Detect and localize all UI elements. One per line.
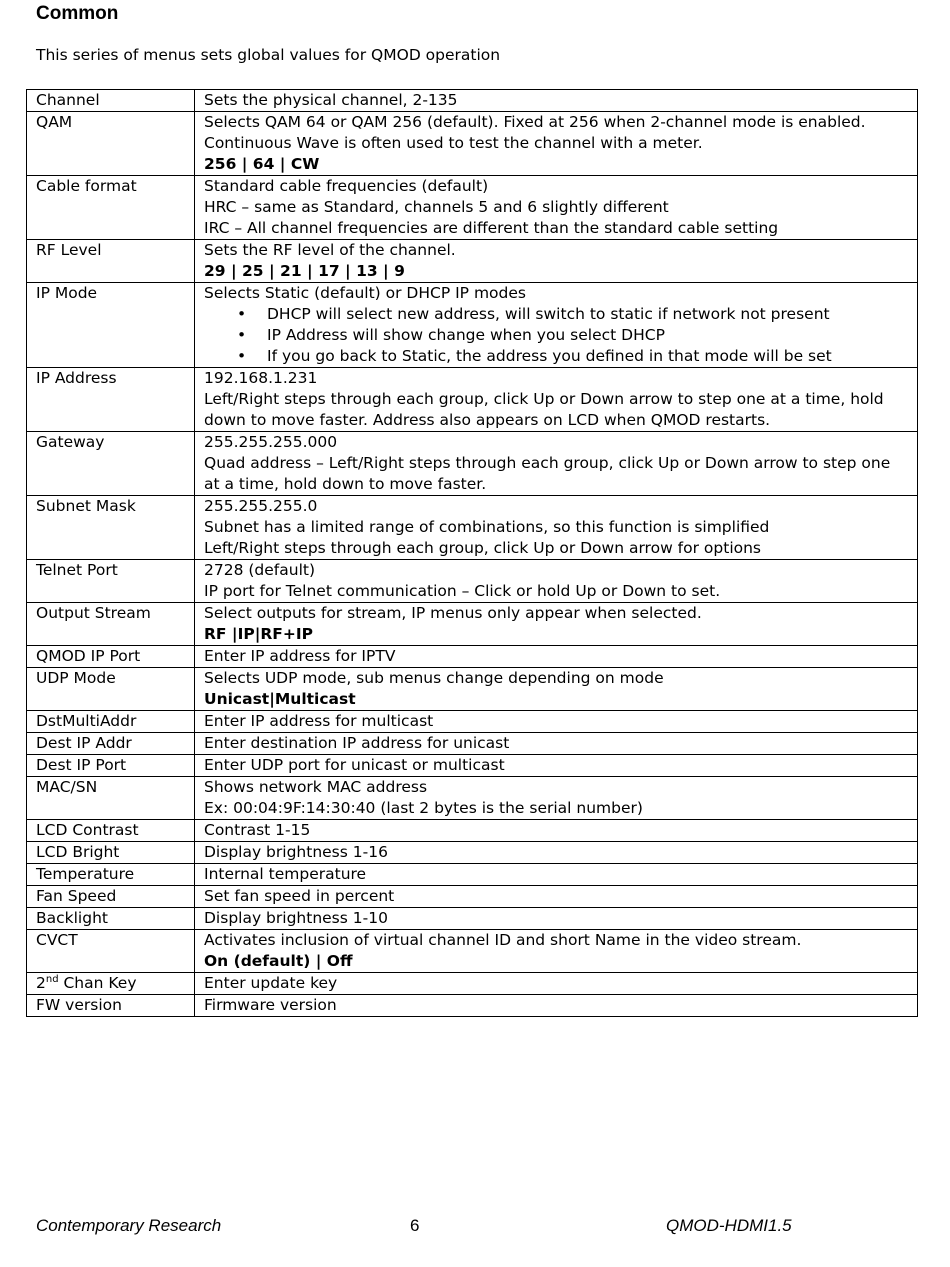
- table-row: [27, 711, 918, 733]
- setting-description: [195, 496, 918, 560]
- setting-name: [27, 842, 195, 864]
- setting-description: [195, 733, 918, 755]
- setting-description: [195, 820, 918, 842]
- description-line: Display brightness 1-16: [204, 843, 388, 861]
- table-row: [27, 90, 918, 112]
- setting-description: [195, 864, 918, 886]
- footer-company: Contemporary Research: [36, 1216, 222, 1235]
- description-line: Subnet has a limited range of combinations, so this function is simplified: [204, 518, 770, 536]
- setting-name-text: IP Address: [36, 369, 117, 387]
- setting-name: [27, 112, 195, 176]
- table-row: [27, 112, 918, 176]
- setting-name-text: FW version: [36, 996, 122, 1014]
- intro-text: This series of menus sets global values for QMOD operation: [36, 46, 501, 64]
- bullet-item: • If you go back to Static, the address you defined in that mode will be set: [267, 346, 908, 367]
- description-line: Left/Right steps through each group, click Up or Down arrow for options: [204, 539, 762, 557]
- table-row: [27, 240, 918, 283]
- setting-name: [27, 930, 195, 973]
- setting-name-text: Gateway: [36, 433, 105, 451]
- table-row: [27, 668, 918, 711]
- table-row: [27, 733, 918, 755]
- setting-description: [195, 930, 918, 973]
- setting-name-text: Telnet Port: [36, 561, 118, 579]
- description-line: Shows network MAC address: [204, 778, 428, 796]
- table-row: [27, 930, 918, 973]
- setting-name: [27, 646, 195, 668]
- setting-name-text: CVCT: [36, 931, 78, 949]
- footer-model: QMOD-HDMI1.5: [666, 1216, 792, 1235]
- setting-name-text: QMOD IP Port: [36, 647, 141, 665]
- table-row: [27, 603, 918, 646]
- description-line: Standard cable frequencies (default): [204, 177, 489, 195]
- table-row: [27, 755, 918, 777]
- description-line: Enter IP address for IPTV: [204, 647, 396, 665]
- table-row: [27, 864, 918, 886]
- setting-name-text: Cable format: [36, 177, 137, 195]
- description-line: IRC – All channel frequencies are different than the standard cable setting: [204, 219, 779, 237]
- description-line: Enter update key: [204, 974, 338, 992]
- setting-name-text: Dest IP Port: [36, 756, 127, 774]
- table-row: [27, 646, 918, 668]
- setting-name-text: DstMultiAddr: [36, 712, 137, 730]
- description-line: Set fan speed in percent: [204, 887, 395, 905]
- description-line: Display brightness 1-10: [204, 909, 388, 927]
- setting-name-text: Backlight: [36, 909, 108, 927]
- setting-description: [195, 240, 918, 283]
- setting-name-text: Channel: [36, 91, 100, 109]
- table-row: [27, 820, 918, 842]
- description-line: Left/Right steps through each group, click Up or Down arrow to step one at a time, hold: [204, 390, 884, 408]
- setting-name: [27, 733, 195, 755]
- setting-name-text: LCD Bright: [36, 843, 120, 861]
- footer-page-number: 6: [410, 1216, 420, 1235]
- setting-name-text: LCD Contrast: [36, 821, 139, 839]
- setting-name: [27, 668, 195, 711]
- setting-name: [27, 864, 195, 886]
- bullet-item: • DHCP will select new address, will switch to static if network not present: [267, 304, 908, 325]
- setting-description: [195, 90, 918, 112]
- setting-name-rest: Chan Key: [58, 974, 137, 992]
- description-line: Select outputs for stream, IP menus only appear when selected.: [204, 604, 702, 622]
- setting-description: [195, 995, 918, 1017]
- setting-description: [195, 432, 918, 496]
- table-row: [27, 496, 918, 560]
- section-heading: Common: [36, 3, 119, 24]
- setting-description: [195, 711, 918, 733]
- setting-name: [27, 777, 195, 820]
- setting-name: [27, 432, 195, 496]
- setting-description: [195, 755, 918, 777]
- description-line: Enter destination IP address for unicast: [204, 734, 510, 752]
- table-row: [27, 777, 918, 820]
- table-row: [27, 560, 918, 603]
- description-line: at a time, hold down to move faster.: [204, 475, 487, 493]
- option-values: 256 | 64 | CW: [204, 155, 320, 173]
- setting-description: [195, 973, 918, 995]
- bullet-item: • IP Address will show change when you select DHCP: [267, 325, 908, 346]
- setting-description: [195, 646, 918, 668]
- setting-description: [195, 842, 918, 864]
- description-line: Contrast 1-15: [204, 821, 311, 839]
- setting-name: [27, 755, 195, 777]
- description-line: Internal temperature: [204, 865, 367, 883]
- setting-name: [27, 368, 195, 432]
- description-line: Firmware version: [204, 996, 337, 1014]
- table-row: [27, 886, 918, 908]
- setting-description: [195, 112, 918, 176]
- description-line: down to move faster. Address also appears on LCD when QMOD restarts.: [204, 411, 771, 429]
- setting-description: [195, 603, 918, 646]
- description-line: 255.255.255.000: [204, 433, 338, 451]
- setting-description: [195, 668, 918, 711]
- setting-name-text: IP Mode: [36, 284, 98, 302]
- setting-name: [27, 995, 195, 1017]
- setting-name-text: MAC/SN: [36, 778, 98, 796]
- setting-description: [195, 176, 918, 240]
- table-row: [27, 973, 918, 995]
- bullet-list: [204, 304, 908, 367]
- setting-name-text: Output Stream: [36, 604, 151, 622]
- menu-table: [26, 89, 918, 1017]
- description-line: 192.168.1.231: [204, 369, 318, 387]
- description-line: Sets the physical channel, 2-135: [204, 91, 458, 109]
- table-row: [27, 283, 918, 368]
- setting-name: [27, 90, 195, 112]
- setting-description: [195, 777, 918, 820]
- description-line: Sets the RF level of the channel.: [204, 241, 456, 259]
- setting-description: [195, 283, 918, 368]
- setting-name: [27, 603, 195, 646]
- setting-name: [27, 820, 195, 842]
- setting-name: [27, 176, 195, 240]
- setting-name: [27, 886, 195, 908]
- option-values: On (default) | Off: [204, 952, 353, 970]
- description-line: 2728 (default): [204, 561, 316, 579]
- description-line: HRC – same as Standard, channels 5 and 6 slightly different: [204, 198, 669, 216]
- description-line: Selects Static (default) or DHCP IP modes: [204, 284, 526, 302]
- setting-name: [27, 240, 195, 283]
- setting-name: [27, 496, 195, 560]
- description-line: Selects QAM 64 or QAM 256 (default). Fixed at 256 when 2-channel mode is enabled.: [204, 113, 866, 131]
- table-row: [27, 842, 918, 864]
- table-row: [27, 995, 918, 1017]
- setting-name: [27, 283, 195, 368]
- description-line: 255.255.255.0: [204, 497, 318, 515]
- description-line: Ex: 00:04:9F:14:30:40 (last 2 bytes is the serial number): [204, 799, 643, 817]
- description-line: Quad address – Left/Right steps through each group, click Up or Down arrow to step one: [204, 454, 891, 472]
- table-row: [27, 368, 918, 432]
- setting-description: [195, 886, 918, 908]
- setting-description: [195, 908, 918, 930]
- setting-name-text: 2: [36, 974, 46, 992]
- setting-name-text: QAM: [36, 113, 73, 131]
- table-row: [27, 432, 918, 496]
- description-line: Enter IP address for multicast: [204, 712, 434, 730]
- option-values: RF |IP|RF+IP: [204, 625, 314, 643]
- setting-name: [27, 908, 195, 930]
- setting-name-text: Subnet Mask: [36, 497, 136, 515]
- setting-name: [27, 560, 195, 603]
- option-values: 29 | 25 | 21 | 17 | 13 | 9: [204, 262, 405, 280]
- setting-name: [27, 973, 195, 995]
- setting-name-text: Dest IP Addr: [36, 734, 132, 752]
- menu-table-body: [27, 90, 918, 1017]
- table-row: [27, 176, 918, 240]
- setting-name-text: UDP Mode: [36, 669, 116, 687]
- description-line: Activates inclusion of virtual channel ID and short Name in the video stream.: [204, 931, 802, 949]
- description-line: Enter UDP port for unicast or multicast: [204, 756, 505, 774]
- setting-description: [195, 560, 918, 603]
- description-line: IP port for Telnet communication – Click or hold Up or Down to set.: [204, 582, 721, 600]
- setting-description: [195, 368, 918, 432]
- setting-name: [27, 711, 195, 733]
- setting-name-text: Fan Speed: [36, 887, 117, 905]
- setting-name-superscript: nd: [45, 973, 59, 985]
- description-line: Continuous Wave is often used to test the channel with a meter.: [204, 134, 703, 152]
- description-line: Selects UDP mode, sub menus change depending on mode: [204, 669, 664, 687]
- option-values: Unicast|Multicast: [204, 690, 356, 708]
- table-row: [27, 908, 918, 930]
- setting-name-text: RF Level: [36, 241, 102, 259]
- setting-name-text: Temperature: [36, 865, 135, 883]
